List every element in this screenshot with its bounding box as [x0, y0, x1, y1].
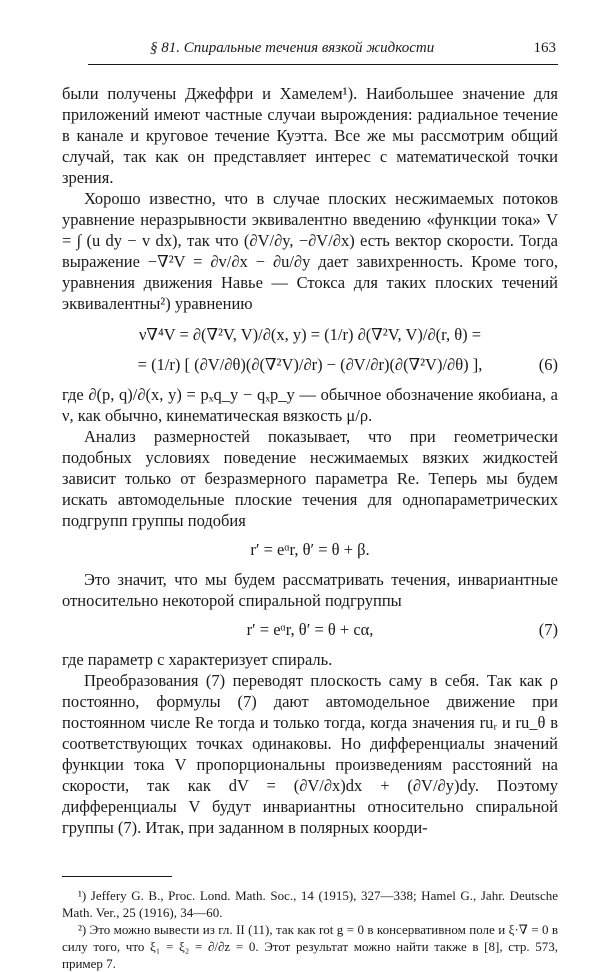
paragraph-4: Анализ размерностей показывает, что при геометрически подобных условиях поведение несжимаемых вязких жидкостей зависит только от безразмерного параметра Re. Теперь мы будем искать автомодельные плоские течения для однопараметрических подгрупп группы подобия	[62, 427, 558, 530]
paragraph-3: где ∂(p, q)/∂(x, y) = pₓq_y − qₓp_y — обычное обозначение якобиана, а ν, как обычно, кинематическая вязкость μ/ρ.	[62, 385, 558, 425]
footnote-divider	[62, 876, 172, 877]
page-number: 163	[533, 40, 556, 56]
equation-similarity	[62, 539, 558, 561]
footnote-2: ²) Это можно вывести из гл. II (11), так как rot g = 0 в консервативном поле и ξ·∇ = 0 в силу того, что ξ₁ = ξ₂ = ∂/∂z = 0. Этот результат можно найти также в [8], стр. 573, пример 7.	[62, 922, 558, 971]
equation-similarity-text: r′ = eᵅr, θ′ = θ + β.	[250, 540, 370, 559]
paragraph-5: Это значит, что мы будем рассматривать течения, инвариантные относительно некоторой спиральной подгруппы	[62, 570, 558, 610]
equation-7-number: (7)	[538, 620, 558, 639]
paragraph-1: были получены Джеффри и Хамелем¹). Наибольшее значение для приложений имеют частные случаи вырождения: радиальное течение в канале и круговое течение Куэтта. Все же мы рассмотрим общий случай, так как он представляет интерес с математической точки зрения.	[62, 84, 558, 187]
equation-6-line-2-text: = (1/r) [ (∂V/∂θ)(∂(∇²V)/∂r) − (∂V/∂r)(∂(∇²V)/∂θ) ],	[137, 355, 483, 374]
equation-7	[62, 619, 558, 641]
paragraph-7: Преобразования (7) переводят плоскость саму в себя. Так как ρ постоянно, формулы (7) дают автомодельное движение при постоянном числе Re тогда и только тогда, когда значения ruᵣ и ru_θ в соответствующих точках одинаковы. Но дифференциалы значений функции тока V пропорциональны произведениям расстояний на скорости, так как dV = (∂V/∂x)dx + (∂V/∂y)dy. Поэтому дифференциалы V будут инвариантны относительно спиральной группы (7). Итак, при заданном в полярных коорди-	[62, 671, 558, 837]
running-head-title: § 81. Спиральные течения вязкой жидкости	[150, 40, 435, 56]
equation-6-line-2	[62, 354, 558, 376]
footnote-1: ¹) Jeffery G. B., Proc. Lond. Math. Soc., 14 (1915), 327—338; Hamel G., Jahr. Deutsche Math. Ver., 25 (1916), 34—60.	[62, 888, 558, 920]
equation-6-line-1-text: ν∇⁴V = ∂(∇²V, V)/∂(x, y) = (1/r) ∂(∇²V, V)/∂(r, θ) =	[138, 325, 482, 344]
equation-6-number: (6)	[538, 355, 558, 374]
paragraph-2: Хорошо известно, что в случае плоских несжимаемых потоков уравнение неразрывности эквивалентно введению «функции тока» V = ∫ (u dy − v dx), так что (∂V/∂y, −∂V/∂x) есть вектор скорости. Тогда выражение −∇²V = ∂v/∂x − ∂u/∂y дает завихренность. Кроме того, уравнения движения Навье — Стокса для таких плоских течений эквивалентны²) уравнению	[62, 189, 558, 313]
equation-6-line-1	[62, 324, 558, 346]
equation-7-text: r′ = eᵅr, θ′ = θ + cα,	[246, 620, 374, 639]
paragraph-6: где параметр c характеризует спираль.	[62, 650, 333, 669]
running-header	[88, 38, 558, 65]
page-body	[62, 83, 558, 972]
